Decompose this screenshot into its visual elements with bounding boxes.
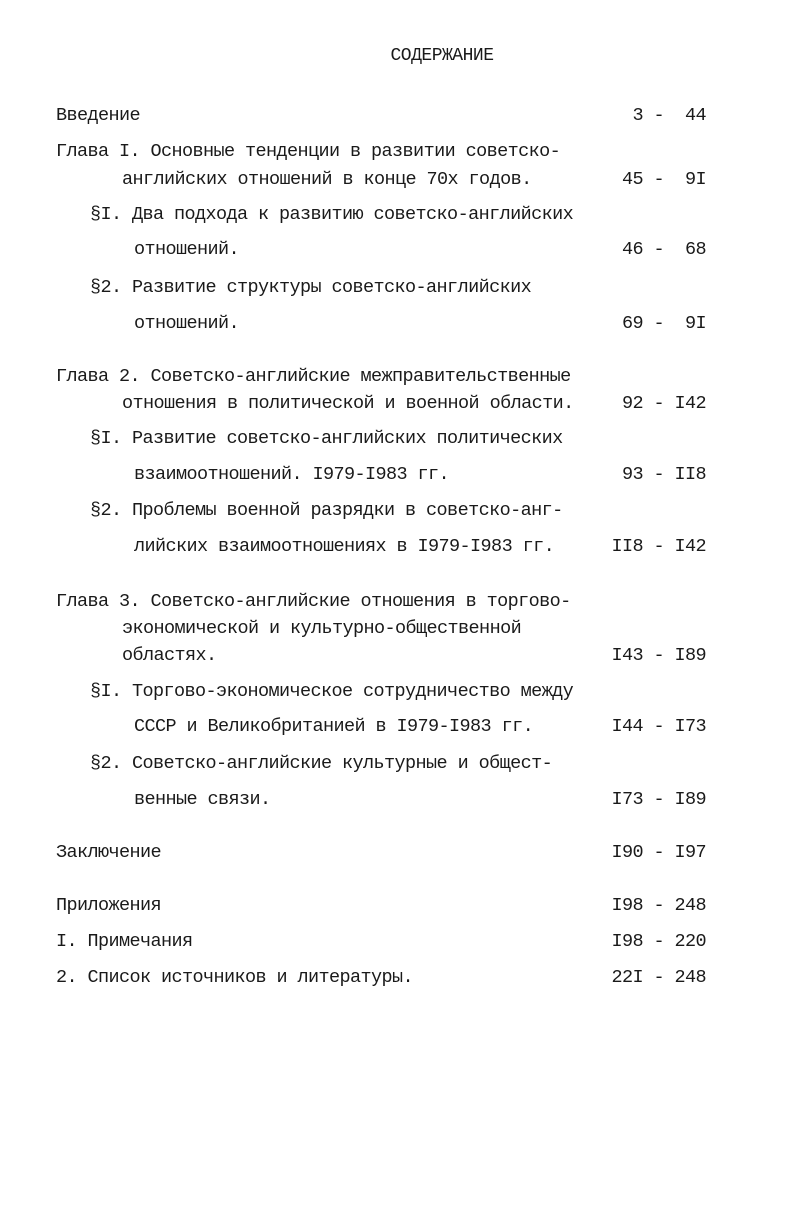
toc-entry-pages: I44 - I73 <box>611 716 706 737</box>
toc-entry-title: Заключение <box>56 842 162 863</box>
toc-entry-pages: I90 - I97 <box>611 842 706 863</box>
toc-entry-pages: 45 - 9I <box>621 169 706 190</box>
toc-entry-title: 2. Список источников и литературы. <box>56 967 414 988</box>
toc-entry-title: §2. Развитие структуры советско-английских <box>90 277 532 298</box>
toc-entry-title-cont: лийских взаимоотношениях в I979-I983 гг. <box>134 536 555 557</box>
toc-entry-pages: I98 - 220 <box>611 931 706 952</box>
toc-entry-pages: 69 - 9I <box>621 313 706 334</box>
toc-entry-title: Глава 2. Советско-английские межправительственные <box>56 366 571 387</box>
toc-entry-title: §2. Советско-английские культурные и общест- <box>90 753 553 774</box>
toc-entry-title: Введение <box>56 105 141 126</box>
toc-entry-title: §2. Проблемы военной разрядки в советско-анг- <box>90 500 563 521</box>
toc-entry-title-cont: венные связи. <box>134 789 271 810</box>
toc-entry-title: I. Примечания <box>56 931 193 952</box>
toc-entry-title-cont: СССР и Великобританией в I979-I983 гг. <box>134 716 534 737</box>
toc-entry-title: Приложения <box>56 895 162 916</box>
toc-entry-title: §I. Два подхода к развитию советско-английских <box>90 204 574 225</box>
toc-entry-pages: 3 - 44 <box>632 105 706 126</box>
toc-entry-title: Глава I. Основные тенденции в развитии советско- <box>56 141 561 162</box>
toc-entry-title-cont: отношений. <box>134 239 240 260</box>
toc-entry-title-cont: областях. <box>122 645 217 666</box>
toc-entry-title: §I. Развитие советско-английских политических <box>90 428 563 449</box>
toc-entry-title-cont: экономической и культурно-общественной <box>122 618 522 639</box>
toc-entry-title-cont: отношения в политической и военной области. <box>122 393 574 414</box>
toc-entry-pages: 46 - 68 <box>621 239 706 260</box>
toc-entry-title-cont: взаимоотношений. I979-I983 гг. <box>134 464 450 485</box>
toc-entry-pages: 92 - I42 <box>621 393 706 414</box>
toc-entry-pages: 22I - 248 <box>611 967 706 988</box>
toc-entry-pages: I43 - I89 <box>611 645 706 666</box>
page-title: СОДЕРЖАНИЕ <box>390 46 494 66</box>
toc-entry-pages: 93 - II8 <box>621 464 706 485</box>
toc-entry-title: §I. Торгово-экономическое сотрудничество между <box>90 681 574 702</box>
toc-entry-pages: II8 - I42 <box>611 536 706 557</box>
toc-entry-title: Глава 3. Советско-английские отношения в торгово- <box>56 591 571 612</box>
toc-entry-pages: I73 - I89 <box>611 789 706 810</box>
toc-entry-title-cont: отношений. <box>134 313 240 334</box>
toc-entry-title-cont: английских отношений в конце 70х годов. <box>122 169 532 190</box>
toc-entry-pages: I98 - 248 <box>611 895 706 916</box>
